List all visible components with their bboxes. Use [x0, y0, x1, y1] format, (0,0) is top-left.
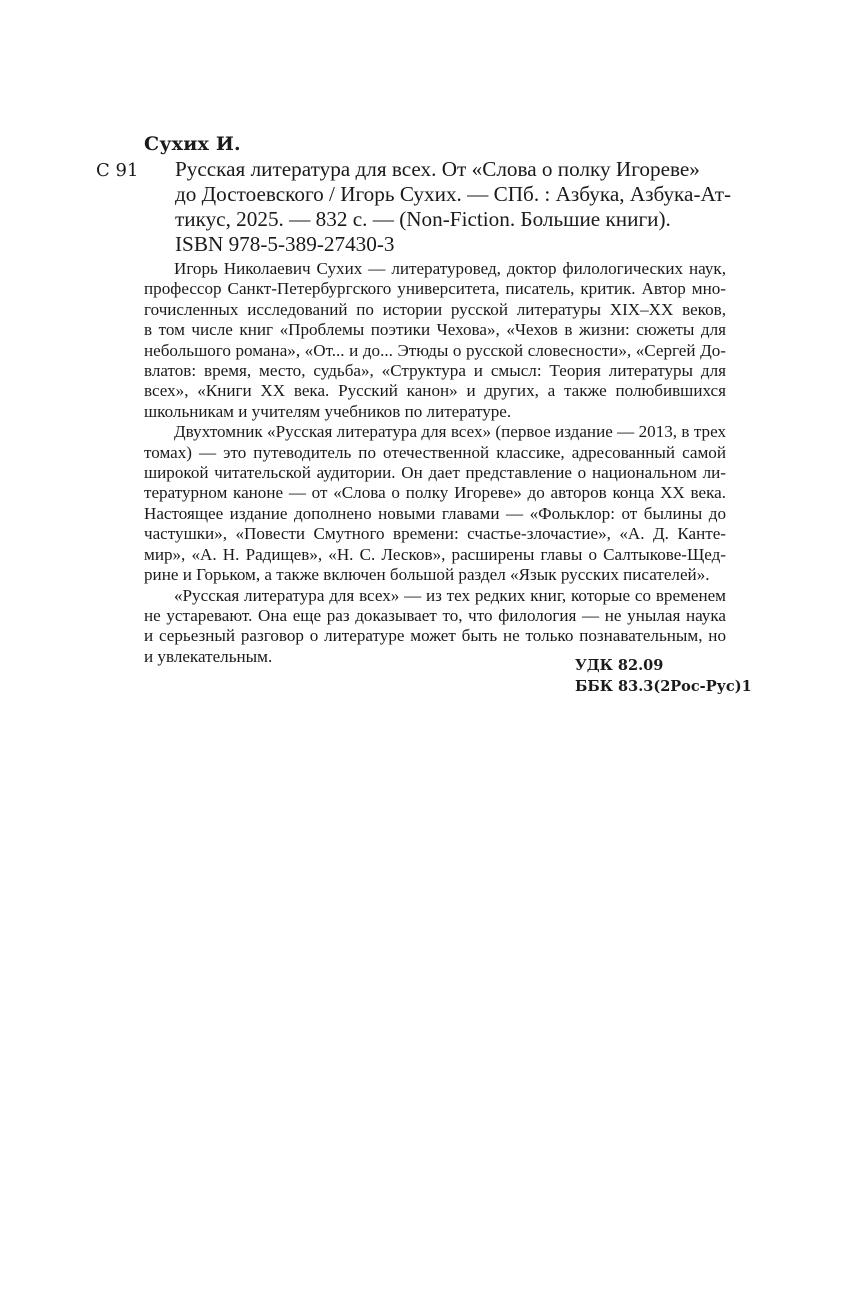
annotation-line: не устаревают. Она еще раз доказывает то, что филология — не унылая наука	[144, 605, 726, 625]
bibliographic-line: тикус, 2025. — 832 с. — (Non-Fiction. Большие книги).	[175, 207, 671, 231]
annotation-line: Настоящее издание дополнено новыми главами — «Фольклор: от былины до	[144, 503, 726, 523]
annotation-line: всех», «Книги XX века. Русский канон» и других, а также полюбившихся	[144, 381, 726, 401]
isbn: ISBN 978-5-389-27430-3	[175, 232, 395, 256]
classification-code: С 91	[96, 160, 139, 181]
bibliographic-line: Русская литература для всех. От «Слова о полку Игореве»	[175, 157, 700, 181]
annotation-line: гочисленных исследований по истории русской литературы XIX–XX веков,	[144, 299, 726, 319]
annotation-line: томах) — это путеводитель по отечественной классике, адресованный самой	[144, 442, 726, 462]
annotation-line: в том числе книг «Проблемы поэтики Чехова», «Чехов в жизни: сюжеты для	[144, 320, 726, 340]
bbk-code: ББК 83.3(2Рос-Рус)1	[575, 677, 752, 695]
annotation-line: широкой читательской аудитории. Он дает представление о национальном ли-	[144, 463, 726, 483]
annotation-line: мир», «А. Н. Радищев», «Н. С. Лесков», расширены главы о Салтыкове-Щед-	[144, 544, 726, 564]
annotation-line: Игорь Николаевич Сухих — литературовед, доктор филологических наук,	[174, 259, 726, 278]
classification-block	[575, 656, 752, 697]
author-heading: Сухих И.	[144, 133, 241, 155]
annotation-line: рине и Горьком, а также включен большой раздел «Язык русских писателей».	[144, 565, 710, 585]
bibliographic-line: до Достоевского / Игорь Сухих. — СПб. : Азбука, Азбука-Ат-	[175, 182, 732, 206]
annotation	[144, 259, 726, 667]
udk-code: УДК 82.09	[575, 657, 664, 674]
bibliographic-entry	[175, 157, 732, 232]
annotation-line: Двухтомник «Русская литература для всех» (первое издание — 2013, в трех	[174, 422, 726, 442]
annotation-line: небольшого романа», «От... и до... Этюды о русской словесности», «Сергей До-	[144, 340, 726, 360]
annotation-line: профессор Санкт-Петербургского университета, писатель, критик. Автор мно-	[144, 279, 726, 299]
annotation-line: частушки», «Повести Смутного времени: счастье-злочастие», «А. Д. Канте-	[144, 524, 726, 544]
annotation-line: влатов: время, место, судьба», «Структура и смысл: Теория литературы для	[144, 361, 726, 381]
annotation-line: тературном каноне — от «Слова о полку Игореве» до авторов конца XX века.	[144, 483, 726, 503]
annotation-line: школьникам и учителям учебников по литературе.	[144, 401, 512, 421]
annotation-line: и серьезный разговор о литературе может быть не только познавательным, но	[144, 626, 726, 646]
annotation-line: и увлекательным.	[144, 646, 273, 666]
annotation-line: «Русская литература для всех» — из тех редких книг, которые со временем	[174, 585, 726, 605]
